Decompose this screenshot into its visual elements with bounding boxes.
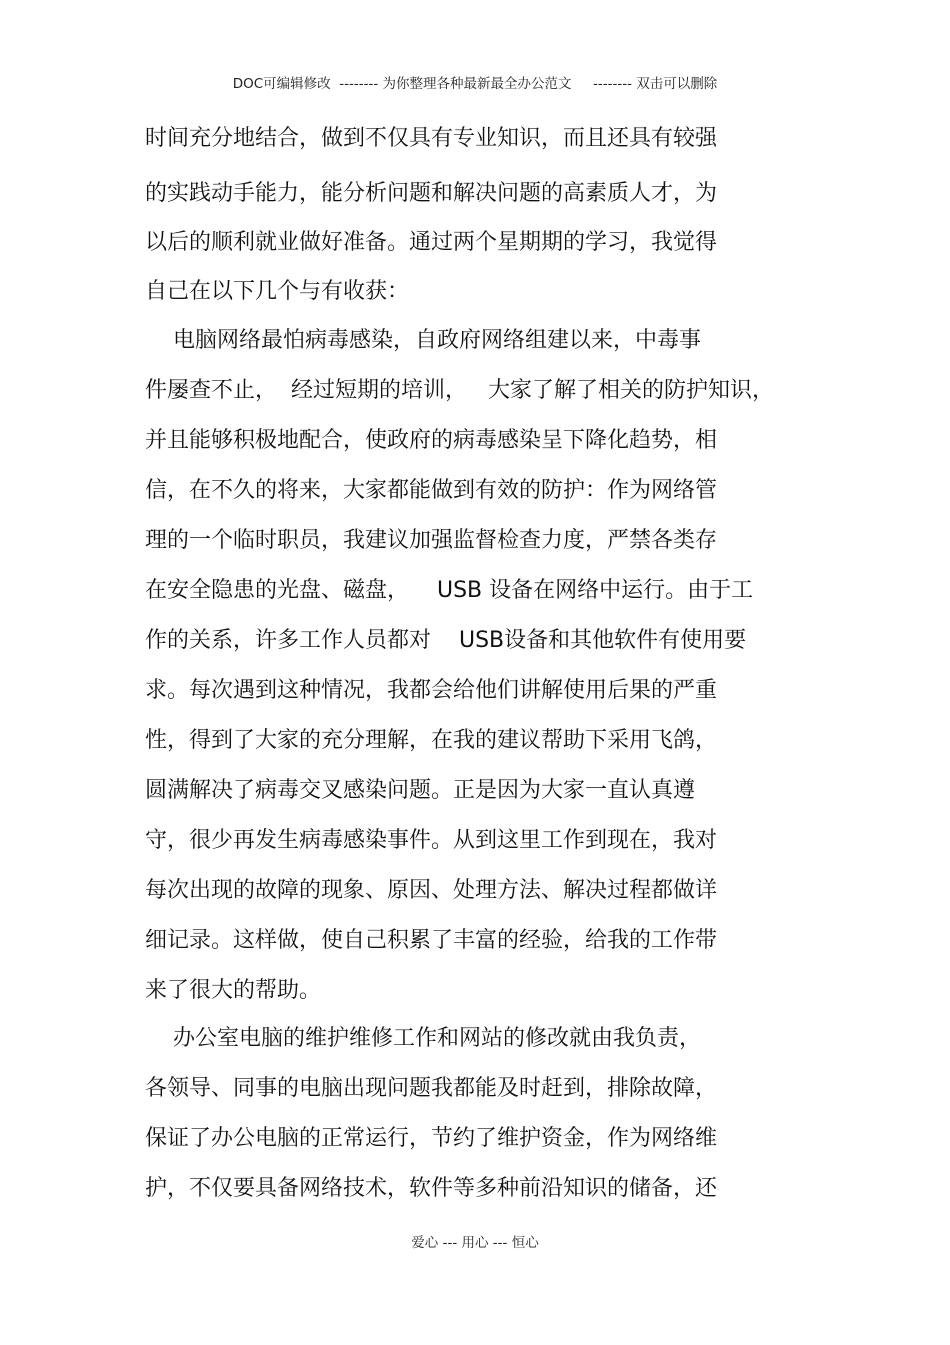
body-line: 的实践动手能力，能分析问题和解决问题的高素质人才，为 <box>145 181 718 206</box>
body-line: 性，得到了大家的充分理解，在我的建议帮助下采用飞鸽， <box>145 728 718 753</box>
body-line: 圆满解决了病毒交叉感染问题。正是因为大家一直认真遵 <box>145 778 696 803</box>
body-line: 作的关系，许多工作人员都对 USB设备和其他软件有使用要 <box>145 628 747 653</box>
body-line: 件屡查不止， 经过短期的培训， 大家了解了相关的防护知识， <box>145 378 774 403</box>
body-line: 每次出现的故障的现象、原因、处理方法、解决过程都做详 <box>145 878 718 903</box>
body-line: 来了很大的帮助。 <box>145 978 322 1003</box>
body-line: 护，不仅要具备网络技术，软件等多种前沿知识的储备，还 <box>145 1176 718 1201</box>
body-line: 自己在以下几个与有收获： <box>145 279 410 304</box>
document-header: DOC可编辑修改 -------- 为你整理各种最新最全办公范文 -------- 双击可以删除 <box>232 76 718 92</box>
body-line: 以后的顺利就业做好准备。通过两个星期期的学习，我觉得 <box>145 230 718 255</box>
body-line: 细记录。这样做，使自己积累了丰富的经验，给我的工作带 <box>145 928 718 953</box>
body-line: 求。每次遇到这种情况，我都会给他们讲解使用后果的严重 <box>145 678 718 703</box>
body-line: 守，很少再发生病毒感染事件。从到这里工作到现在，我对 <box>145 828 718 853</box>
body-line: 在安全隐患的光盘、磁盘， USB 设备在网络中运行。由于工 <box>145 578 754 603</box>
body-line: 各领导、同事的电脑出现问题我都能及时赶到，排除故障， <box>145 1076 718 1101</box>
body-line: 办公室电脑的维护维修工作和网站的修改就由我负责， <box>145 1026 701 1051</box>
document-footer: 爱心 --- 用心 --- 恒心 <box>411 1235 539 1251</box>
body-line: 保证了办公电脑的正常运行，节约了维护资金，作为网络维 <box>145 1126 718 1151</box>
body-line: 电脑网络最怕病毒感染，自政府网络组建以来，中毒事 <box>145 328 701 353</box>
body-line: 并且能够积极地配合，使政府的病毒感染呈下降化趋势，相 <box>145 428 718 453</box>
body-line: 理的一个临时职员，我建议加强监督检查力度，严禁各类存 <box>145 528 718 553</box>
body-line: 时间充分地结合，做到不仅具有专业知识，而且还具有较强 <box>145 126 718 151</box>
body-line: 信，在不久的将来，大家都能做到有效的防护：作为网络管 <box>145 478 718 503</box>
